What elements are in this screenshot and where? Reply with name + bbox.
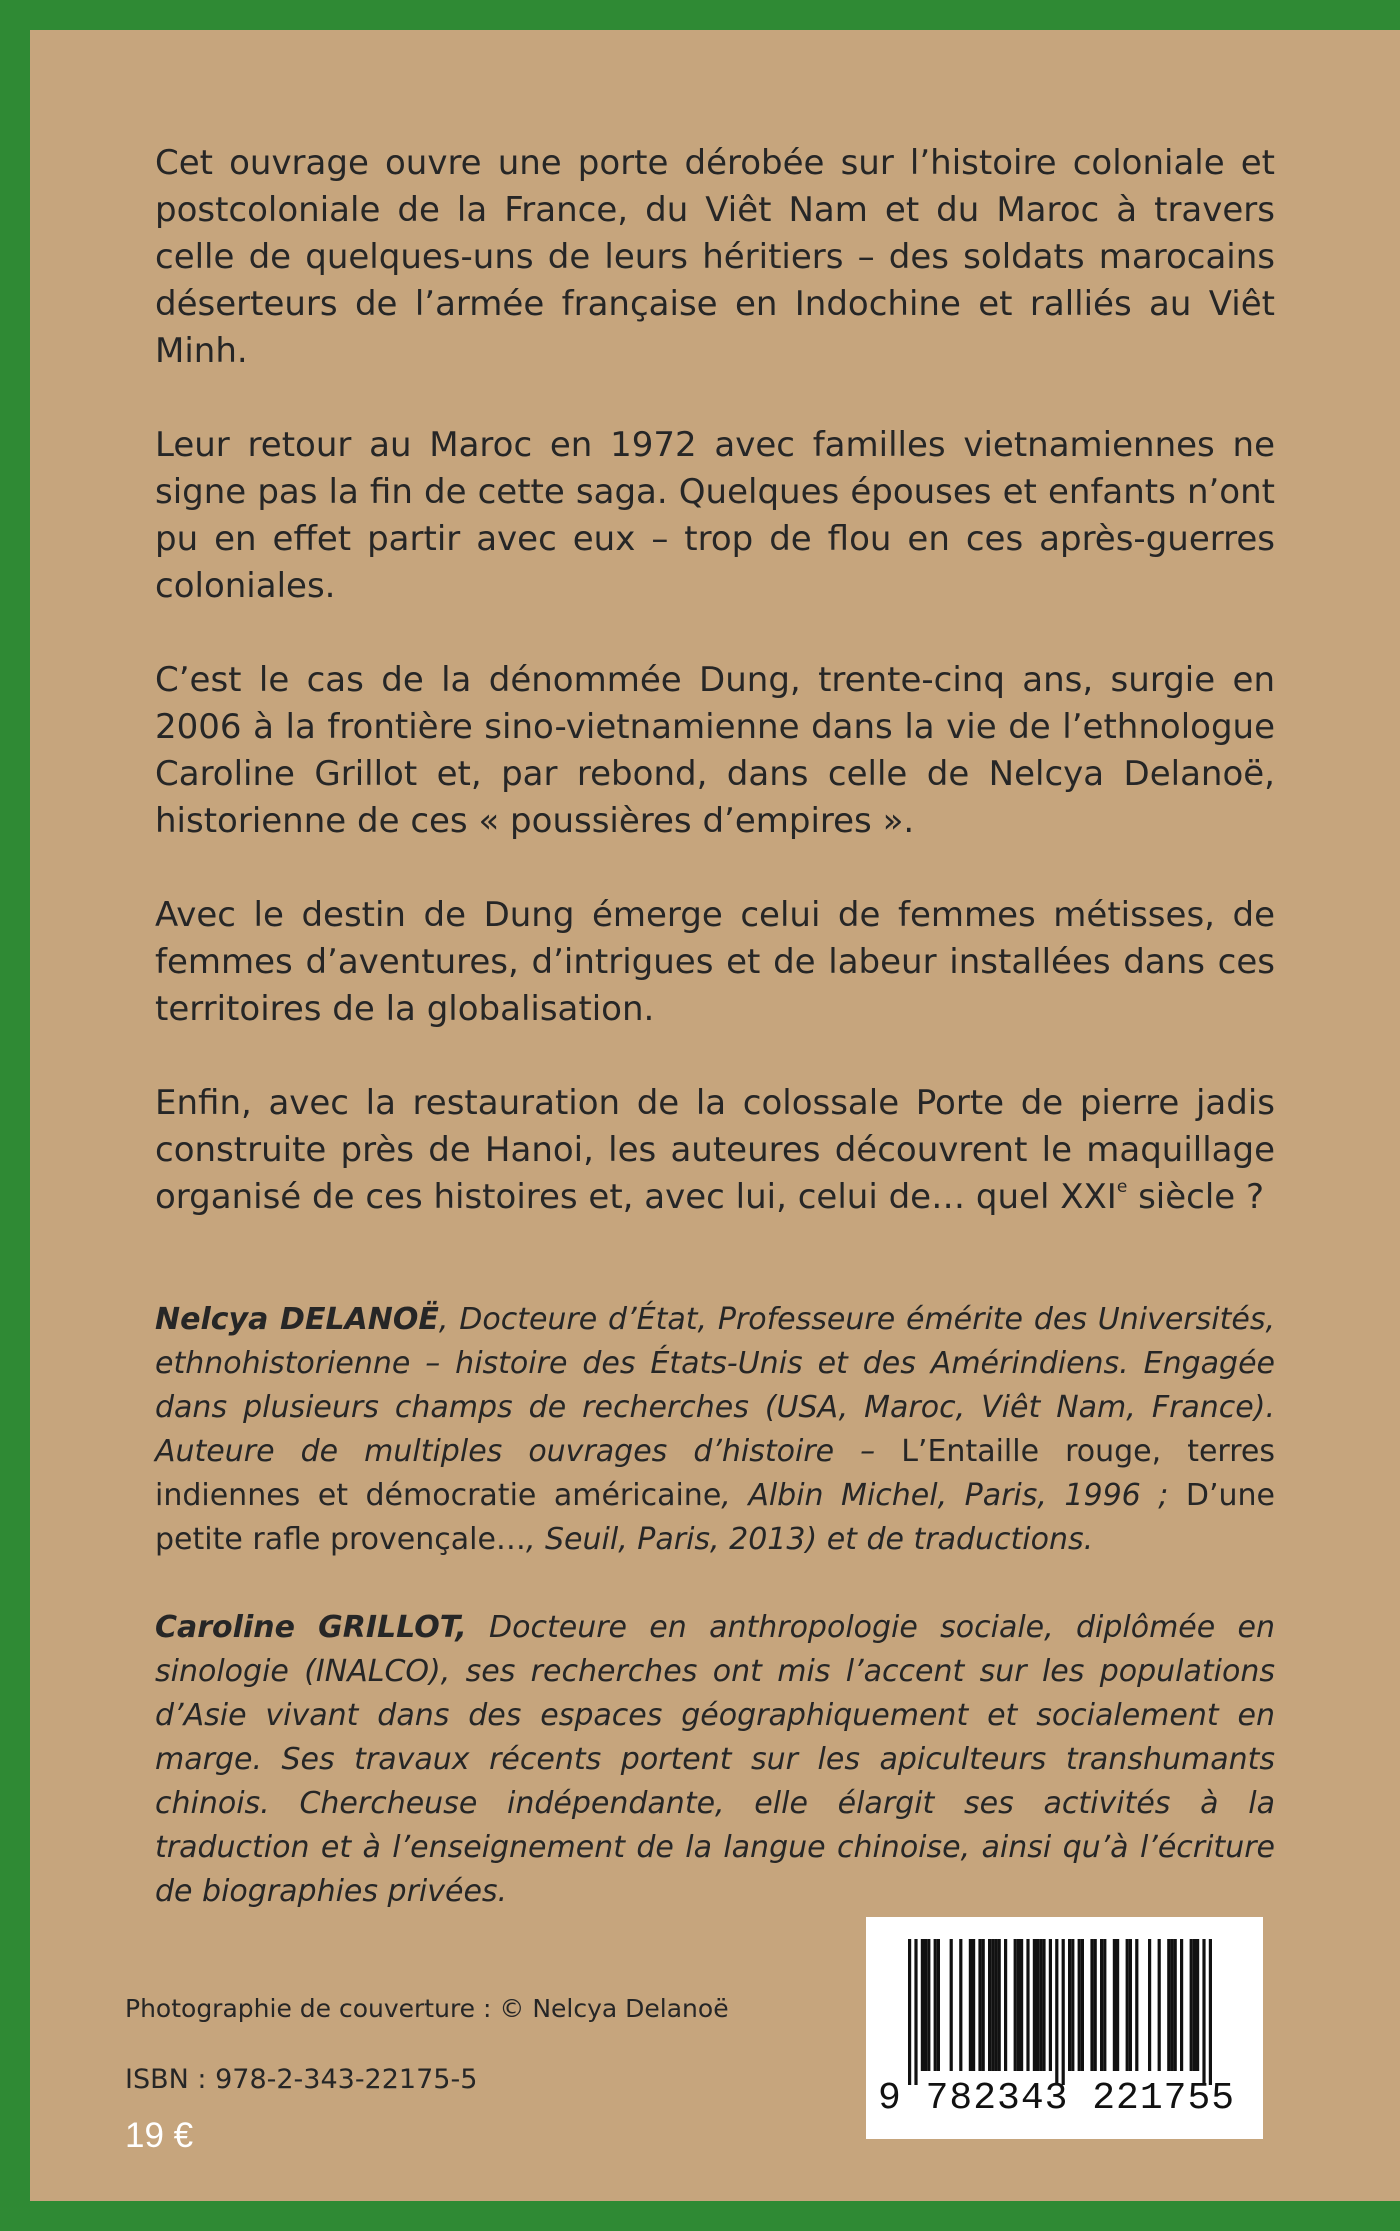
blurb-paragraph-4: Avec le destin de Dung émerge celui de femmes métisses, de femmes d’aventures, d’intrigues et de labeur installées dans ces territoires de la globalisation. [155,895,1275,1029]
barcode-bar [1167,1939,1170,2071]
barcode-bar [1081,1939,1084,2071]
bio-delanoe-text-b: , Albin Michel, Paris, 1996 ; [721,1478,1186,1513]
barcode-bar [1116,1939,1119,2071]
barcode-bar [1209,1939,1212,2085]
barcode-bar [1042,1939,1045,2071]
barcode-bar [1196,1939,1199,2071]
barcode-bar [924,1939,927,2071]
barcode-bar [1071,1939,1074,2071]
barcode-bar [972,1939,975,2071]
blurb-paragraph-1: Cet ouvrage ouvre une porte dérobée sur l’histoire coloniale et postcoloniale de la France, du Viêt Nam et du Maroc à travers celle de quelques-uns de leurs héritiers – des soldats marocains déserteurs de l’armée française en Indochine et ralliés au Viêt Minh. [155,143,1275,371]
barcode-bar [908,1939,911,2085]
barcode-bar [1126,1939,1129,2071]
bio-delanoe-name: Nelcya DELANOË [155,1302,439,1337]
barcode-bar [1170,1939,1173,2071]
barcode-bar [978,1939,981,2071]
barcode-bar [1202,1939,1205,2085]
barcode-bar [934,1939,937,2071]
barcode-bar [1055,1939,1058,2085]
barcode-bar [1158,1939,1161,2071]
bio-delanoe [155,1298,1275,1562]
author-bios [155,1298,1275,1958]
barcode-bar [1190,1939,1193,2071]
barcode-bar [1033,1939,1036,2071]
barcode-bar [1148,1939,1151,2071]
barcode-bar [1020,1939,1023,2071]
barcode-bar [994,1939,997,2071]
barcode-bar [1090,1939,1093,2071]
barcode-bar [991,1939,994,2071]
barcode-bar [1039,1939,1042,2071]
blurb-p5-end: siècle ? [1127,1177,1265,1217]
barcode-bar [969,1939,972,2071]
barcode-bar [1049,1939,1052,2071]
blurb [155,140,1275,1268]
barcode-bar [1180,1939,1183,2071]
barcode-bar [927,1939,930,2071]
blurb-p5-superscript: e [1116,1177,1128,1197]
barcode-bar [1014,1939,1017,2071]
barcode-bar [998,1939,1001,2071]
barcode-bar [921,1939,924,2071]
back-cover [30,30,1400,2201]
barcode-bar [1100,1939,1103,2071]
bio-delanoe-text-a: , Docteure d’État, Professeure émérite des Universités, ethnohistorienne – histoire des États-Unis et des Amérindiens. Engagée dans plusieurs champs de recherches (USA, Maroc, Viêt Nam, France). Auteure de multiples ouvrages d’histoire – [155,1302,1275,1469]
isbn: ISBN : 978-2-343-22175-5 [125,2064,478,2095]
barcode-bar [988,1939,991,2071]
barcode-bar [1078,1939,1081,2071]
bio-grillot-name: Caroline GRILLOT, [155,1610,467,1645]
blurb-paragraph-5 [155,1080,1275,1221]
barcode-bar [1113,1939,1116,2071]
barcode-bar [1036,1939,1039,2071]
bio-grillot-text: Docteure en anthropologie sociale, diplômée en sinologie (INALCO), ses recherches ont mis l’accent sur les populations d’Asie vivant dans des espaces géographiquement et socialement en marge. Ses travaux récents portent sur les apiculteurs transhumants chinois. Chercheuse indépendante, elle élargit ses activités à la traduction et à l’enseignement de la langue chinoise, ainsi qu’à l’écriture de biographies privées. [155,1610,1275,1909]
blurb-p5-main: Enfin, avec la restauration de la colossale Porte de pierre jadis construite près de Hanoi, les auteures découvrent le maquillage organisé de ces histoires et, avec lui, celui de… quel XXI [155,1083,1275,1217]
barcode-bar [1174,1939,1177,2071]
barcode-bar [950,1939,953,2071]
barcode-bar [1135,1939,1138,2071]
barcode-bar [1017,1939,1020,2071]
bio-delanoe-title-a: L’Entaille rouge, terres indiennes et démocratie américaine [155,1434,1275,1513]
bio-delanoe-title-b: D’une petite rafle provençale… [155,1478,1275,1557]
barcode-bar [914,1939,917,2085]
barcode-bar [982,1939,985,2071]
barcode-bar [1004,1939,1007,2071]
blurb-paragraph-2: Leur retour au Maroc en 1972 avec familles vietnamiennes ne signe pas la fin de cette saga. Quelques épouses et enfants n’ont pu en effet partir avec eux – trop de flou en ces après-guerres coloniales. [155,425,1275,606]
barcode-digits: 9 782343 221755 [878,2077,1236,2120]
price: 19 € [125,2116,194,2155]
barcode-bar [1103,1939,1106,2071]
barcode [866,1917,1263,2139]
barcode-bar [1062,1939,1065,2085]
barcode-bar [1094,1939,1097,2071]
bio-delanoe-text-c: , Seuil, Paris, 2013) et de traductions. [525,1522,1094,1557]
photo-credit: Photographie de couverture : © Nelcya Delanoë [125,1994,729,2023]
bio-grillot [155,1606,1275,1914]
barcode-bar [1068,1939,1071,2071]
barcode-bar [937,1939,940,2071]
barcode-bar [959,1939,962,2071]
barcode-bar [1193,1939,1196,2071]
blurb-paragraph-3: C’est le cas de la dénommée Dung, trente-cinq ans, surgie en 2006 à la frontière sino-vietnamienne dans la vie de l’ethnologue Caroline Grillot et, par rebond, dans celle de Nelcya Delanoë, historienne de ces « poussières d’empires ». [155,660,1275,841]
barcode-bar [1129,1939,1132,2071]
barcode-bar [1026,1939,1029,2071]
